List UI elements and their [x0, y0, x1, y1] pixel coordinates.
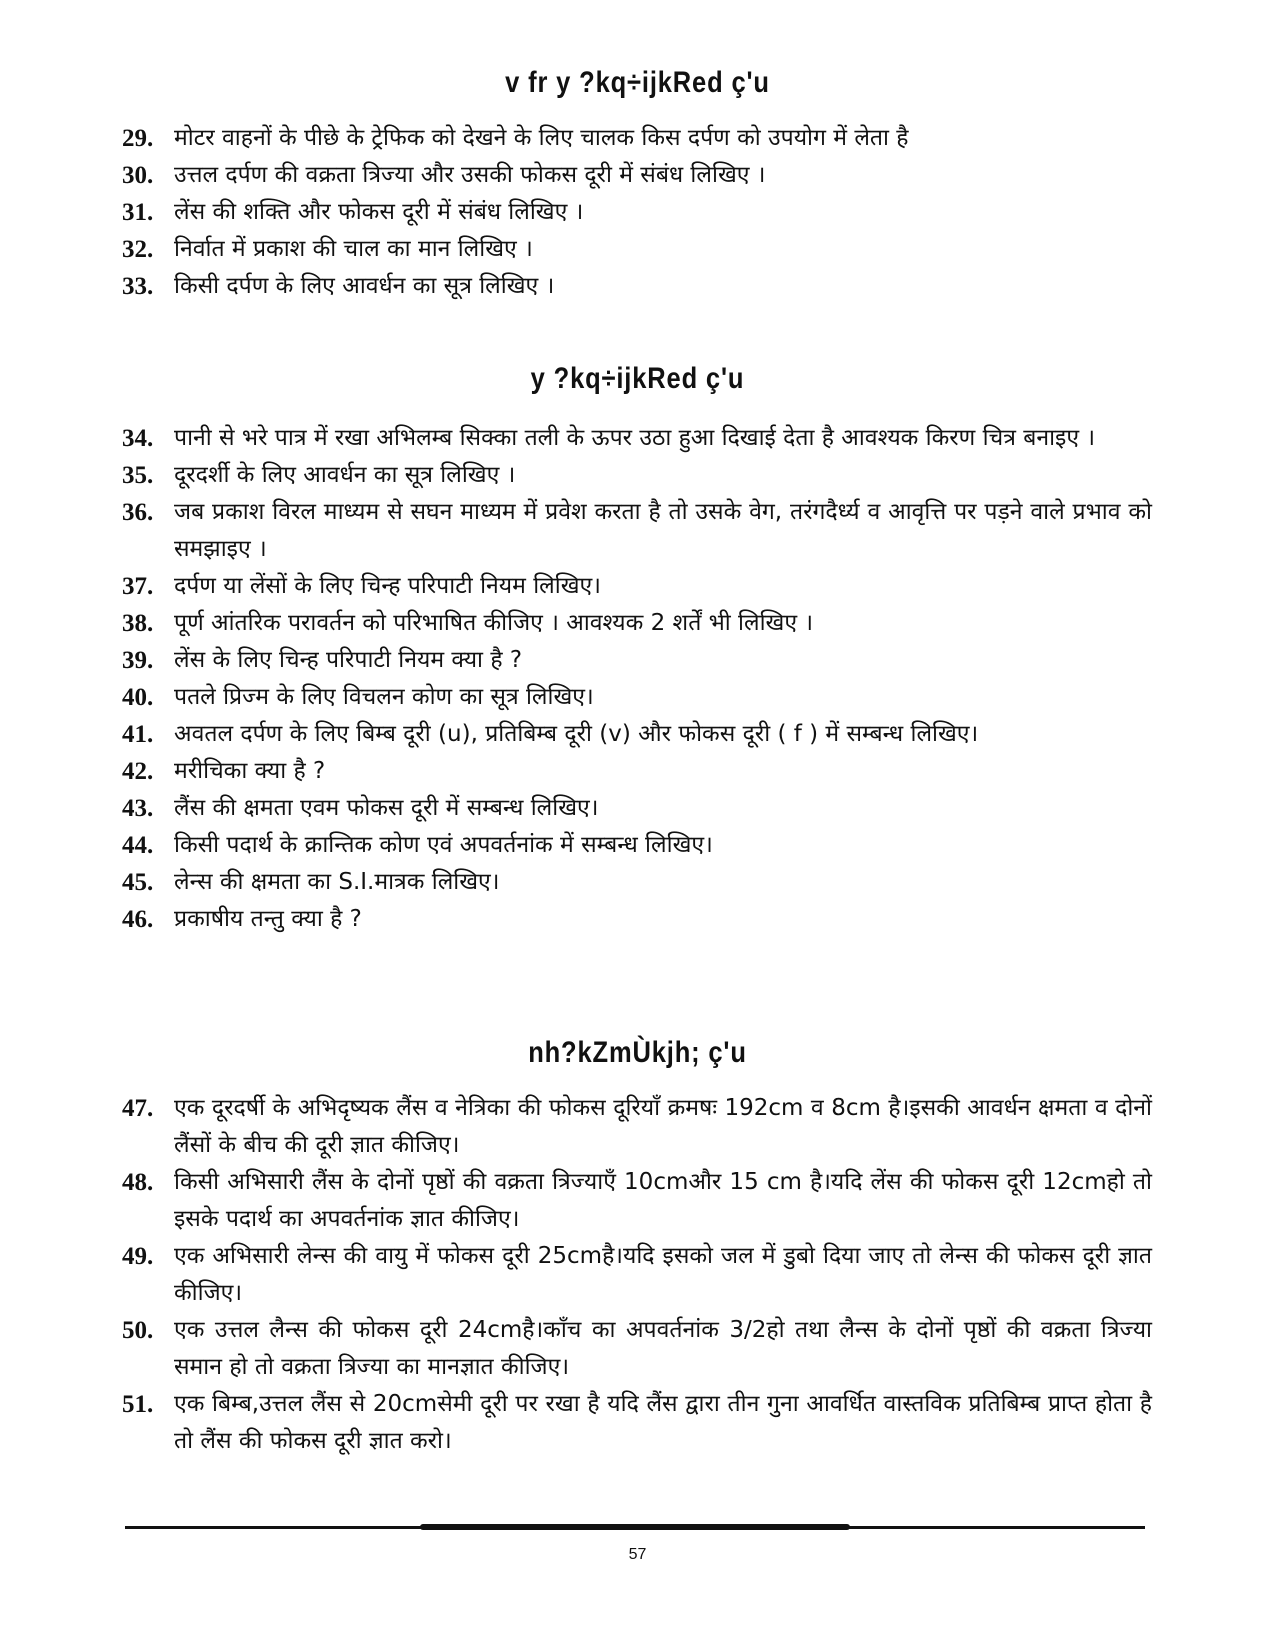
question-number: 32.	[122, 236, 154, 263]
question-text: किसी दर्पण के लिए आवर्धन का सूत्र लिखिए ।	[174, 273, 555, 299]
question-number: 30.	[122, 162, 154, 189]
question-item	[122, 457, 1152, 494]
question-number: 29.	[122, 125, 154, 152]
question-text: मरीचिका क्या है ?	[174, 758, 326, 784]
question-item	[122, 120, 1152, 157]
question-item	[122, 864, 1152, 901]
question-number: 50.	[122, 1317, 154, 1344]
question-text: लेंस की शक्ति और फोकस दूरी में संबंध लिखिए ।	[174, 199, 584, 225]
section-heading-long: nh?kZmÙkjh; ç'u	[528, 1036, 747, 1069]
question-text: एक दूरदर्षी के अभिदृष्यक लैंस व नेत्रिका की फोकस दूरियाँ क्रमषः 192cm व 8cm है।इसकी आवर्धन क्षमता व दोनों लैंसों के बीच की दूरी ज्ञात कीजिए।	[174, 1095, 1152, 1158]
question-text: लैंस की क्षमता एवम फोकस दूरी में सम्बन्ध लिखिए।	[174, 795, 599, 821]
question-number: 31.	[122, 199, 154, 226]
question-text: पूर्ण आंतरिक परावर्तन को परिभाषित कीजिए । आवश्यक 2 शर्तें भी लिखिए ।	[174, 610, 814, 636]
question-number: 48.	[122, 1169, 154, 1196]
section-heading-very-short: v fr y ?kq÷ijkRed ç'u	[505, 66, 770, 99]
question-item	[122, 157, 1152, 194]
question-number: 45.	[122, 869, 154, 896]
question-item	[122, 1090, 1152, 1164]
question-text: दूरदर्शी के लिए आवर्धन का सूत्र लिखिए ।	[174, 462, 516, 488]
question-number: 47.	[122, 1095, 154, 1122]
question-list-very-short	[122, 120, 1152, 305]
question-text: उत्तल दर्पण की वक्रता त्रिज्या और उसकी फोकस दूरी में संबंध लिखिए ।	[174, 162, 766, 188]
question-text: एक उत्तल लैन्स की फोकस दूरी 24cmहै।काँच का अपवर्तनांक 3/2हो तथा लैन्स के दोनों पृष्ठों की वक्रता त्रिज्या समान हो तो वक्रता त्रिज्या का मानज्ञात कीजिए।	[174, 1317, 1152, 1380]
question-number: 35.	[122, 462, 154, 489]
question-text: लेंस के लिए चिन्ह परिपाटी नियम क्या है ?	[174, 647, 523, 673]
question-number: 43.	[122, 795, 154, 822]
question-number: 36.	[122, 499, 154, 526]
question-item	[122, 827, 1152, 864]
question-item	[122, 605, 1152, 642]
question-number: 46.	[122, 906, 154, 933]
question-text: निर्वात में प्रकाश की चाल का मान लिखिए ।	[174, 236, 533, 262]
question-text: जब प्रकाश विरल माध्यम से सघन माध्यम में प्रवेश करता है तो उसके वेग, तरंगदैर्ध्य व आवृत्ति पर पड़ने वाले प्रभाव को समझाइए ।	[174, 499, 1152, 562]
question-number: 44.	[122, 832, 154, 859]
question-item	[122, 268, 1152, 305]
question-text: लेन्स की क्षमता का S.I.मात्रक लिखिए।	[174, 869, 500, 895]
question-text: पानी से भरे पात्र में रखा अभिलम्ब सिक्का तली के ऊपर उठा हुआ दिखाई देता है आवश्यक किरण चित्र बनाइए ।	[174, 425, 1096, 451]
question-item	[122, 716, 1152, 753]
question-item	[122, 1238, 1152, 1312]
question-text: एक अभिसारी लेन्स की वायु में फोकस दूरी 25cmहै।यदि इसको जल में डुबो दिया जाए तो लेन्स की फोकस दूरी ज्ञात कीजिए।	[174, 1243, 1152, 1306]
question-number: 37.	[122, 573, 154, 600]
question-number: 51.	[122, 1391, 154, 1418]
question-number: 49.	[122, 1243, 154, 1270]
question-number: 39.	[122, 647, 154, 674]
question-text: मोटर वाहनों के पीछे के ट्रेफिक को देखने के लिए चालक किस दर्पण को उपयोग में लेता है	[174, 125, 909, 151]
question-item	[122, 494, 1152, 568]
question-item	[122, 679, 1152, 716]
question-item	[122, 1164, 1152, 1238]
question-item	[122, 642, 1152, 679]
question-item	[122, 194, 1152, 231]
question-item	[122, 901, 1152, 938]
question-item	[122, 231, 1152, 268]
question-item	[122, 568, 1152, 605]
question-item	[122, 1312, 1152, 1386]
question-number: 33.	[122, 273, 154, 300]
page-number: 57	[628, 1546, 647, 1563]
question-number: 41.	[122, 721, 154, 748]
section-heading-short: y ?kq÷ijkRed ç'u	[530, 362, 745, 395]
question-number: 42.	[122, 758, 154, 785]
question-text: दर्पण या लेंसों के लिए चिन्ह परिपाटी नियम लिखिए।	[174, 573, 601, 599]
question-text: एक बिम्ब,उत्तल लैंस से 20cmसेमी दूरी पर रखा है यदि लैंस द्वारा तीन गुना आवर्धित वास्तविक प्रतिबिम्ब प्राप्त होता है तो लैंस की फोकस दूरी ज्ञात करो।	[174, 1391, 1152, 1454]
footer-rule-accent	[420, 1524, 850, 1530]
question-text: किसी पदार्थ के क्रान्तिक कोण एवं अपवर्तनांक में सम्बन्ध लिखिए।	[174, 832, 713, 858]
question-text: पतले प्रिज्म के लिए विचलन कोण का सूत्र लिखिए।	[174, 684, 594, 710]
question-item	[122, 1386, 1152, 1460]
question-item	[122, 790, 1152, 827]
question-item	[122, 753, 1152, 790]
question-text: किसी अभिसारी लैंस के दोनों पृष्ठों की वक्रता त्रिज्याएँ 10cmऔर 15 cm है।यदि लेंस की फोकस दूरी 12cmहो तो इसके पदार्थ का अपवर्तनांक ज्ञात कीजिए।	[174, 1169, 1152, 1232]
question-list-short	[122, 420, 1152, 938]
question-number: 34.	[122, 425, 154, 452]
question-number: 38.	[122, 610, 154, 637]
question-number: 40.	[122, 684, 154, 711]
question-list-long	[122, 1090, 1152, 1460]
question-text: प्रकाषीय तन्तु क्या है ?	[174, 906, 362, 932]
question-text: अवतल दर्पण के लिए बिम्ब दूरी (u), प्रतिबिम्ब दूरी (v) और फोकस दूरी ( f ) में सम्बन्ध लिखिए।	[174, 721, 979, 747]
question-item	[122, 420, 1152, 457]
